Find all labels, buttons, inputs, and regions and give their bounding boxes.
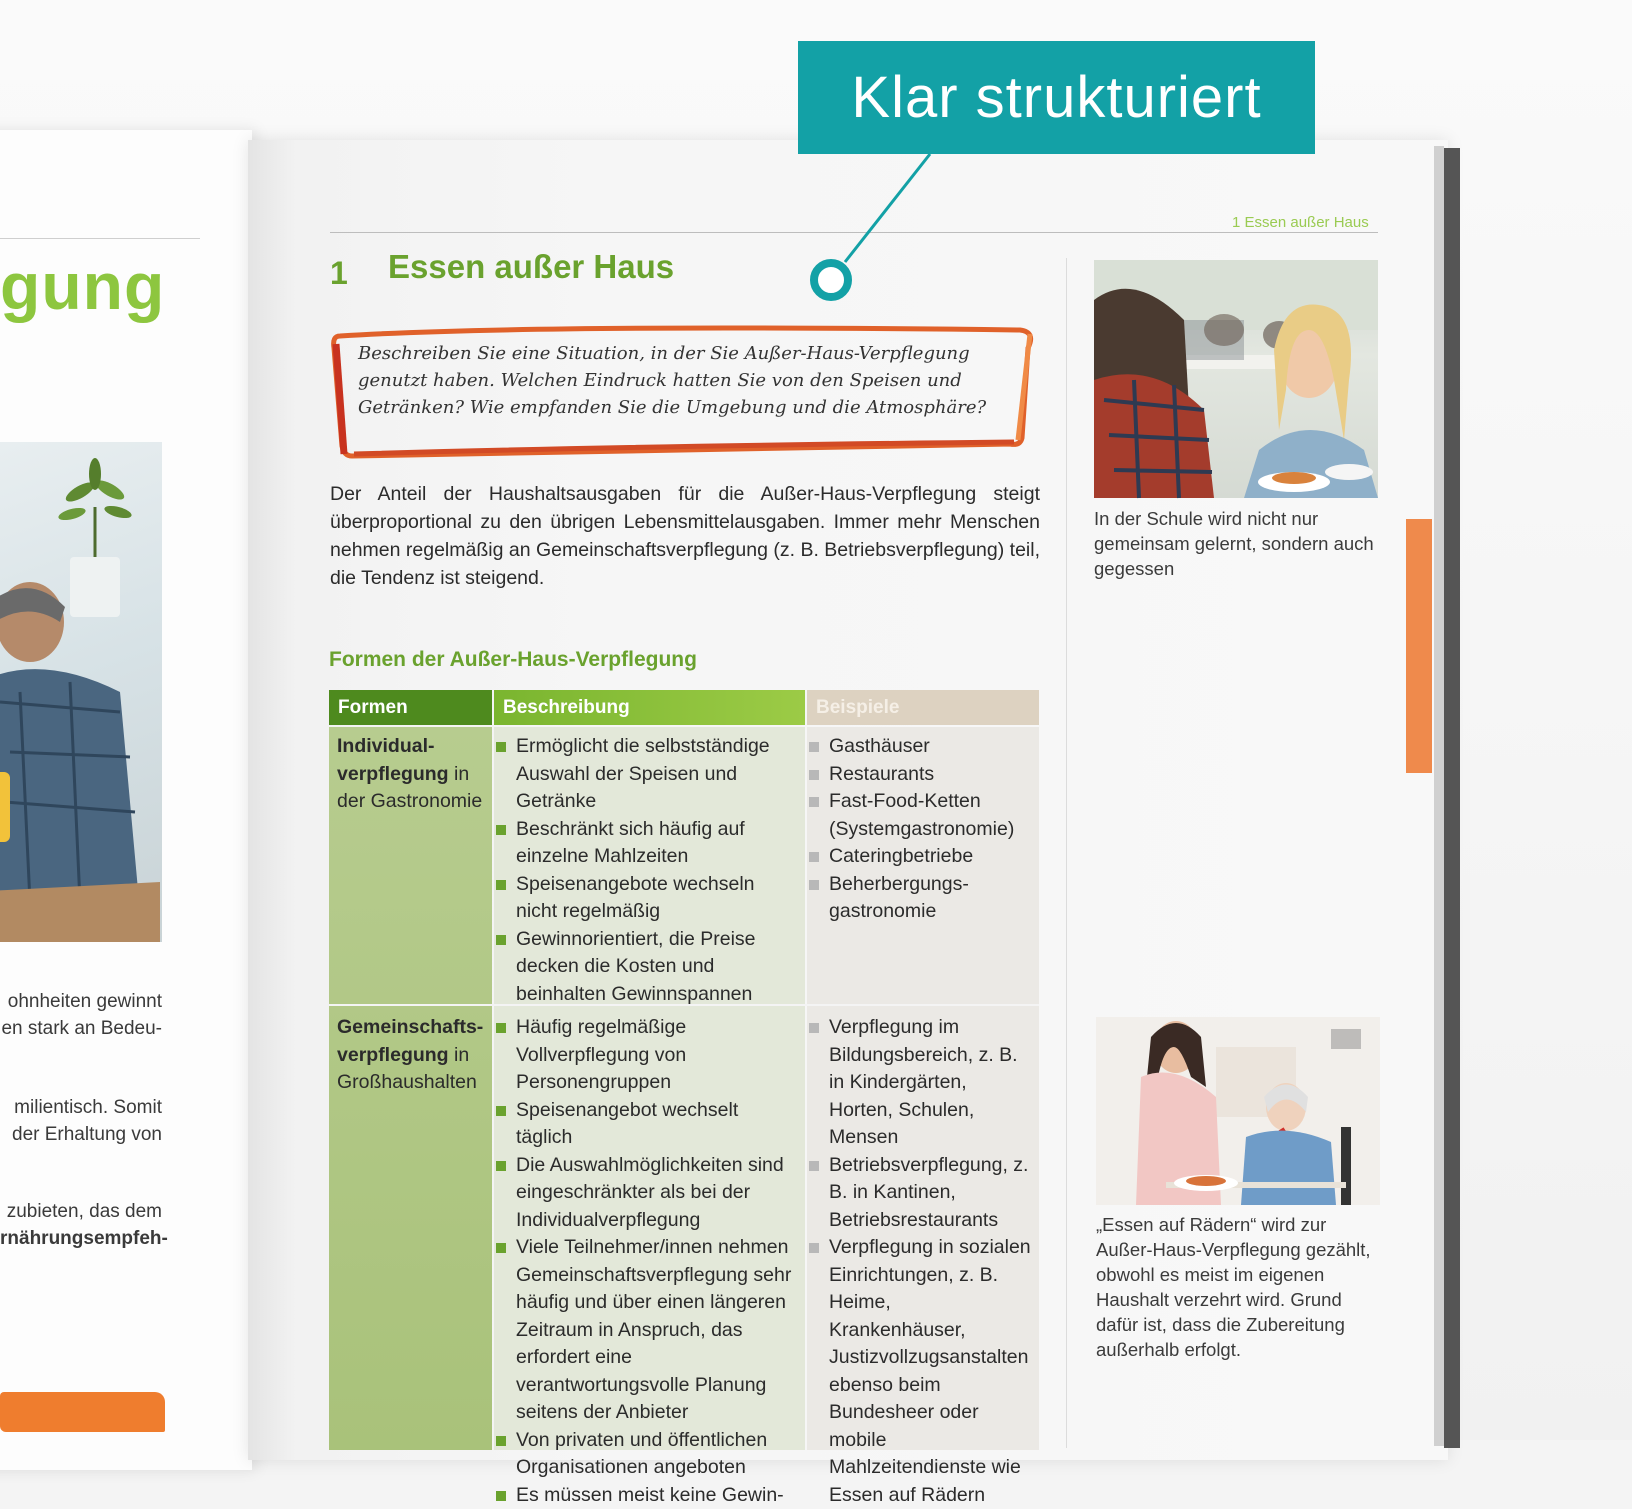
chapter-number: 1 [330,255,348,292]
form-context: in Großhaushalten [337,1044,477,1094]
list-item: Fast-Food-Ketten (Systemgastronomie) [807,788,1031,843]
plant-illustration [50,452,140,562]
cafeteria-illustration [1094,260,1378,498]
header-rule [0,238,200,239]
left-text-block-3 [0,1198,162,1252]
list-item: Von privaten und öffentlichen Organisationen angeboten [494,1427,797,1482]
list-item: Cateringbetriebe [807,843,1031,871]
photo-caption-1: In der Schule wird nicht nur gemeinsam gelernt, sondern auch gegessen [1094,506,1394,581]
form-name: Gemeinschafts-verpflegung [337,1016,483,1066]
list-item: Betriebsverpflegung, z. B. in Kantinen, Betriebsrestaurants [807,1152,1031,1235]
table-header-beschreibung: Beschreibung [494,690,805,725]
callout-label [798,41,1315,154]
list-item: Häufig regelmäßige Vollverpflegung von Personengruppen [494,1014,797,1097]
form-name: Individual-verpflegung [337,735,449,785]
table-row-1-form [329,727,492,822]
book-cover-edge [1444,148,1460,1448]
left-text-line: rnährungsempfeh- [0,1225,162,1252]
cafeteria-photo [1094,260,1378,498]
page-edge [1434,146,1444,1446]
header-rule [330,232,1378,233]
running-head: 1 Essen außer Haus [1232,214,1369,231]
callout-text: Klar strukturiert [851,64,1261,131]
left-text-line: zubieten, das dem [0,1198,162,1225]
caregiver-senior-illustration [1096,1017,1380,1205]
list-item: Verpflegung in sozialen Einrichtungen, z. B. Heime, Krankenhäuser, Justizvollzugsanstalten ebenso beim Bundesheer oder mobile Mahlzeitendienste wie Essen auf Rädern [807,1234,1031,1509]
left-text-line: en stark an Bedeu- [0,1015,162,1042]
form-context: in der Gastronomie [337,763,482,813]
task-text: Beschreiben Sie eine Situation, in der Sie Außer-Haus-Verpflegung genutzt haben. Welchen Eindruck hatten Sie von den Speisen und Getränken? Wie empfanden Sie die Umgebung und die Atmosphäre? [358,340,998,421]
left-page-title-fragment: gung [0,248,165,324]
list-item: Beherbergungs-gastronomie [807,871,1031,926]
table-header-formen: Formen [329,690,492,725]
left-text-line: milientisch. Somit [0,1094,162,1121]
table-title: Formen der Außer-Haus-Verpflegung [329,648,697,672]
table-row-2-examples [807,1014,1039,1509]
chapter-tab-marker [1406,519,1432,773]
table-row-2-form [329,1008,492,1103]
list-item: Speisenangebot wechselt täglich [494,1097,797,1152]
chapter-title: Essen außer Haus [388,248,674,286]
left-text-block-1 [0,988,162,1042]
left-text-line: ohnheiten gewinnt [0,988,162,1015]
table-row-1-examples [807,733,1039,926]
intro-paragraph: Der Anteil der Haushaltsausgaben für die Außer-Haus-Verpflegung steigt überproportional zu den übrigen Lebensmittelausgaben. Immer mehr Menschen nehmen regelmäßig an Gemeinschaftsverpflegung (z. B. Betriebsverpflegung) teil, die Tendenz ist steigend. [330,480,1040,592]
left-text-line: der Erhaltung von [0,1121,162,1148]
list-item: Gewinnorientiert, die Preise decken die Kosten und beinhalten Gewinnspannen [494,926,797,1009]
left-text-block-2 [0,1094,162,1148]
list-item: Speisenangebote wechseln nicht regelmäßig [494,871,797,926]
list-item: Ermöglicht die selbstständige Auswahl der Speisen und Getränke [494,733,797,816]
left-page [0,130,252,1470]
table-row-2-description [494,1014,805,1509]
list-item: Es müssen meist keine Gewin- [494,1482,797,1509]
photo-caption-2: „Essen auf Rädern“ wird zur Außer-Haus-Verpflegung gezählt, obwohl es meist im eigenen Haushalt verzehrt wird. Grund dafür ist, dass die Zubereitung außerhalb erfolgt. [1096,1212,1386,1362]
man-drinking-illustration [0,582,160,942]
forms-table [329,690,1039,1450]
list-item: Beschränkt sich häufig auf einzelne Mahlzeiten [494,816,797,871]
list-item: Viele Teilnehmer/innen nehmen Gemeinschaftsverpflegung sehr häufig und über einen längeren Zeitraum in Anspruch, das erfordert eine verantwortungsvolle Planung seitens der Anbieter [494,1234,797,1427]
margin-divider [1066,258,1067,1448]
left-page-photo [0,442,162,942]
meals-on-wheels-photo [1096,1017,1380,1205]
table-header-beispiele: Beispiele [807,690,1039,725]
list-item: Restaurants [807,761,1031,789]
list-item: Gasthäuser [807,733,1031,761]
list-item: Verpflegung im Bildungsbereich, z. B. in Kindergärten, Horten, Schulen, Mensen [807,1014,1031,1152]
orange-highlight-bar [0,1392,165,1432]
table-row-1-description [494,733,805,1008]
list-item: Die Auswahlmöglichkeiten sind eingeschränkter als bei der Individualverpflegung [494,1152,797,1235]
